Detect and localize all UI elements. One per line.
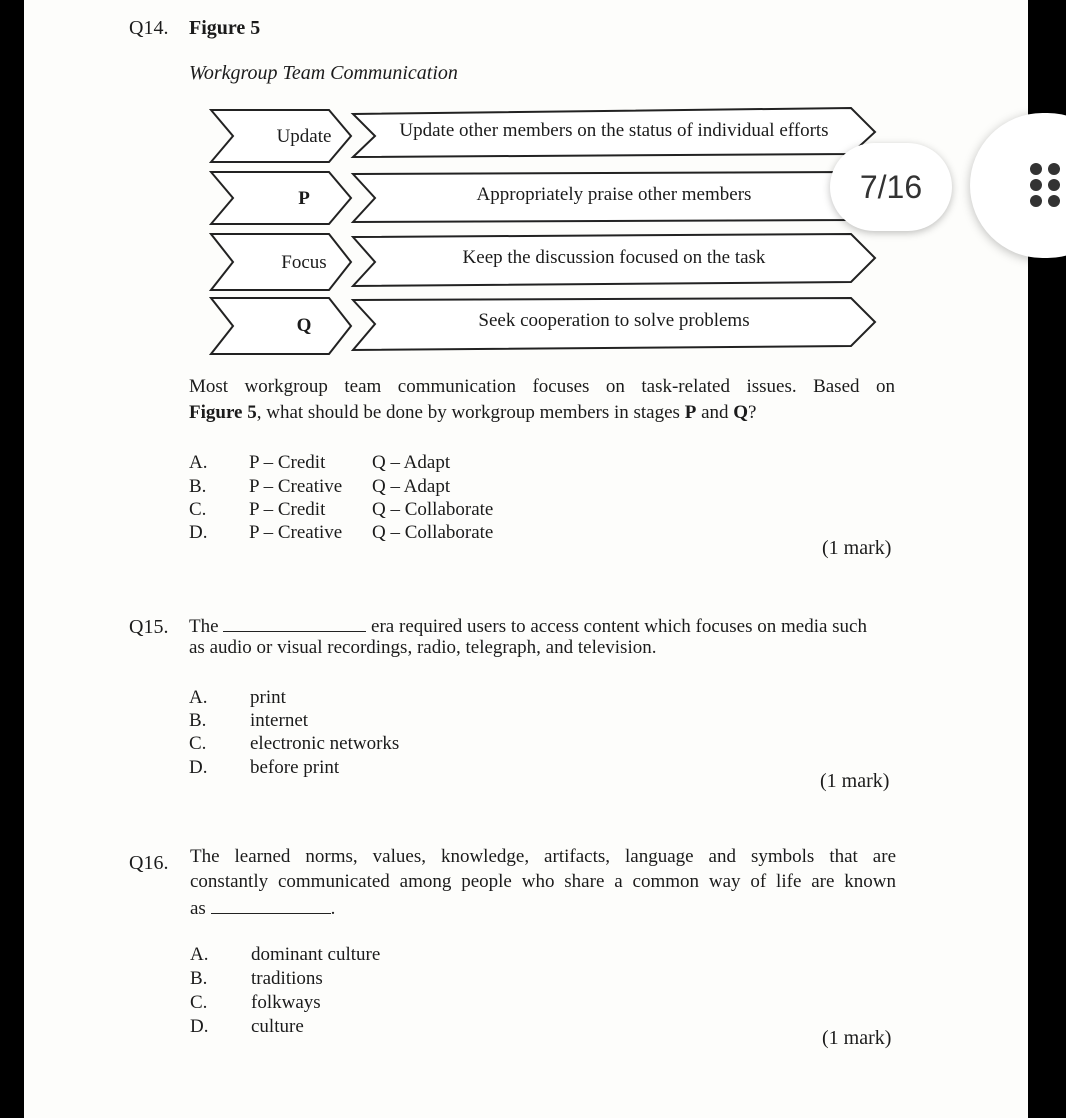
option-q: Q – Collaborate — [372, 499, 494, 520]
option-p: P – Credit — [249, 452, 326, 473]
stage-p-ref: P — [684, 402, 697, 423]
option-text: electronic networks — [250, 733, 400, 754]
option-text: dominant culture — [251, 944, 381, 965]
option-letter: D. — [189, 522, 208, 543]
stage-desc-focus: Keep the discussion focused on the task — [462, 247, 766, 268]
q14-question-end: ? — [748, 402, 757, 423]
stage-label-p: P — [298, 188, 310, 209]
q16-text-as: as — [190, 898, 206, 919]
q15-question-line2: as audio or visual recordings, radio, telegraph, and television. — [189, 637, 657, 658]
communication-diagram — [209, 102, 889, 364]
stage-label-q: Q — [296, 315, 312, 336]
stage-q-ref: Q — [733, 402, 749, 423]
option-letter: C. — [189, 499, 207, 520]
page-indicator[interactable]: 7/16 — [830, 143, 952, 231]
stage-desc-update: Update other members on the status of individual efforts — [399, 120, 829, 141]
option-letter: B. — [190, 968, 208, 989]
option-letter: A. — [189, 687, 208, 708]
figure-reference: Figure 5 — [189, 402, 257, 423]
option-letter: D. — [189, 757, 208, 778]
option-q: Q – Adapt — [372, 452, 451, 473]
option-letter: C. — [189, 733, 207, 754]
q16-text-end: . — [330, 898, 336, 919]
stage-label-focus: Focus — [281, 252, 327, 273]
q16-question-line1: The learned norms, values, knowledge, artifacts, language and symbols that are — [190, 846, 896, 867]
q16-mark: (1 mark) — [822, 1027, 892, 1049]
option-letter: A. — [190, 944, 209, 965]
option-text: print — [250, 687, 286, 708]
option-letter: D. — [190, 1016, 209, 1037]
option-text: internet — [250, 710, 309, 731]
q14-mark: (1 mark) — [822, 537, 892, 559]
option-p: P – Creative — [249, 522, 343, 543]
option-p: P – Credit — [249, 499, 326, 520]
option-letter: B. — [189, 710, 207, 731]
q15-text-after: era required users to access content which focuses on media such — [371, 616, 867, 637]
q16-number: Q16. — [129, 852, 169, 874]
q14-question-line2 — [189, 401, 756, 425]
q15-blank — [223, 631, 366, 632]
q16-blank — [211, 913, 331, 914]
figure-label: Figure 5 — [189, 17, 261, 39]
q15-number: Q15. — [129, 616, 169, 638]
option-q: Q – Adapt — [372, 476, 451, 497]
stage-label-update: Update — [276, 126, 332, 147]
q14-question-mid: , what should be done by workgroup members in stages — [256, 402, 680, 423]
figure-title: Workgroup Team Communication — [189, 62, 458, 84]
option-p: P – Creative — [249, 476, 343, 497]
option-letter: C. — [190, 992, 208, 1013]
option-text: traditions — [251, 968, 323, 989]
q15-text-before: The — [189, 616, 219, 637]
option-letter: A. — [189, 452, 208, 473]
option-text: culture — [251, 1016, 304, 1037]
stage-desc-q: Seek cooperation to solve problems — [478, 310, 750, 331]
q16-question-line2: constantly communicated among people who share a common way of life are known — [190, 871, 896, 892]
q16-question-line3 — [190, 897, 335, 921]
q14-question-line1: Most workgroup team communication focuses on task-related issues. Based on — [189, 376, 895, 397]
option-text: folkways — [251, 992, 321, 1013]
option-text: before print — [250, 757, 340, 778]
option-q: Q – Collaborate — [372, 522, 494, 543]
q15-mark: (1 mark) — [820, 770, 890, 792]
q14-number: Q14. — [129, 17, 169, 39]
q14-and: and — [701, 402, 729, 423]
option-letter: B. — [189, 476, 207, 497]
stage-desc-p: Appropriately praise other members — [476, 184, 752, 205]
